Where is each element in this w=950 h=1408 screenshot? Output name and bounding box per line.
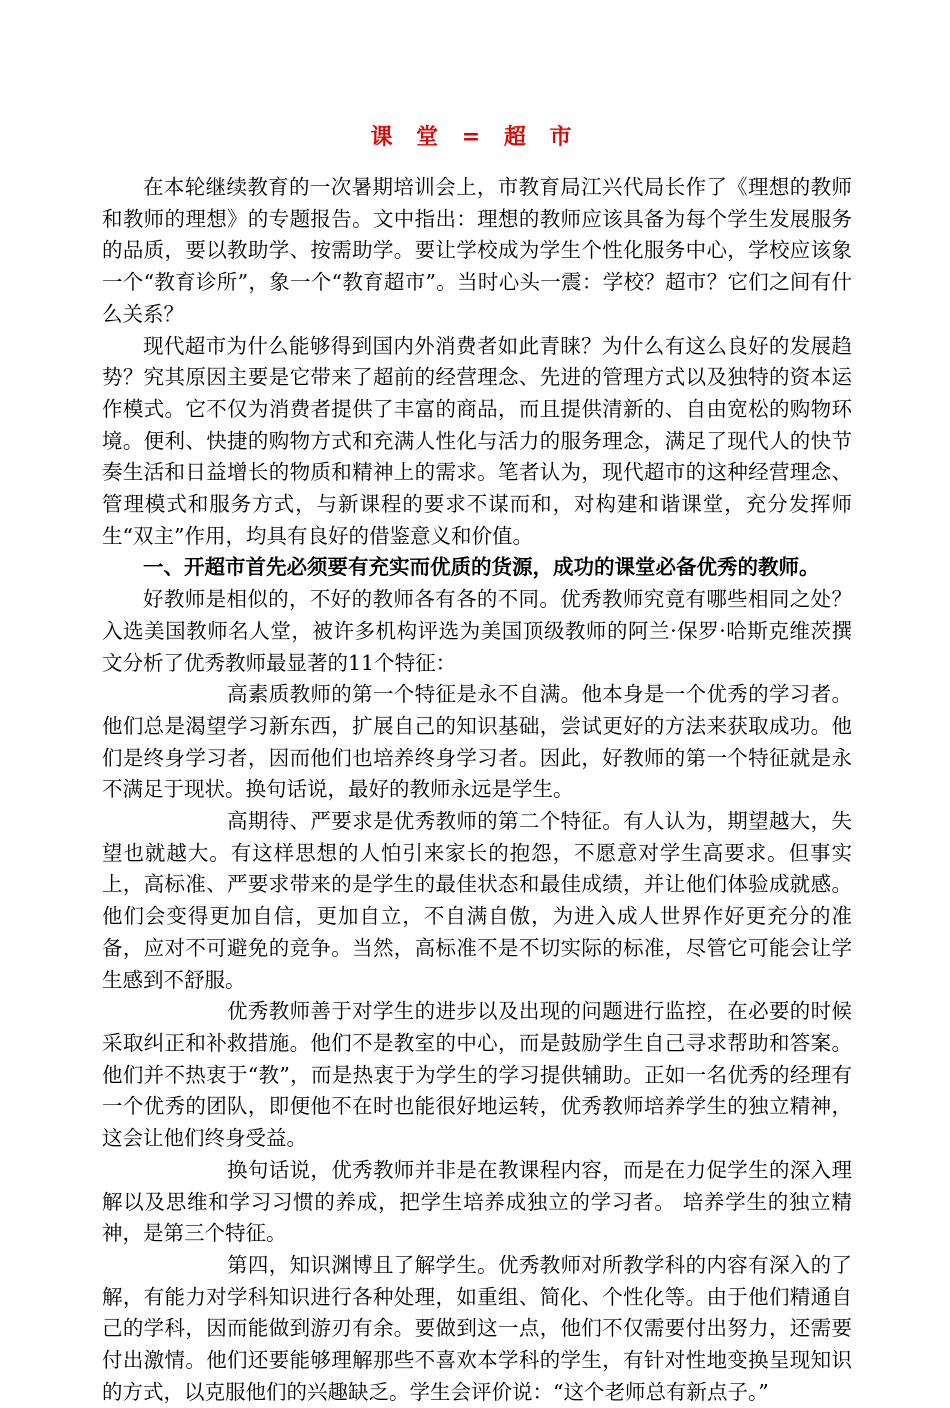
paragraph-trait-2: 高期待、严要求是优秀教师的第二个特征。有人认为，期望越大，失望也就越大。有这样思想的人怕引来家长的抱怨，不愿意对学生高要求。但事实上，高标准、严要求带来的是学生的最佳状态和最佳成绩，并让他们体验成就感。他们会变得更加自信，更加自立，不自满自傲，为进入成人世界作好更充分的准备，应对不可避免的竞争。当然，高标准不是不切实际的标准，尽管它可能会让学生感到不舒服。 bbox=[102, 809, 852, 992]
paragraph-supermarket: 现代超市为什么能够得到国内外消费者如此青睐？为什么有这么良好的发展趋势？究其原因主要是它带来了超前的经营理念、先进的管理方式以及独特的资本运作模式。它不仅为消费者提供了丰富的商品，而且提供清新的、自由宽松的购物环境。便利、快捷的购物方式和充满人性化与活力的服务理念，满足了现代人的快节奏生活和日益增长的物质和精神上的需求。笔者认为，现代超市的这种经营理念、管理模式和服务方式，与新课程的要求不谋而和，对构建和谐课堂，充分发挥师生“双主”作用，均具有良好的借鉴意义和价值。 bbox=[102, 333, 852, 548]
document-title: 课 堂 = 超 市 bbox=[370, 124, 580, 150]
paragraph-good-teachers: 好教师是相似的，不好的教师各有各的不同。优秀教师究竟有哪些相同之处？入选美国教师名人堂，被许多机构评选为美国顶级教师的阿兰·保罗·哈斯克维茨撰文分析了优秀教师最显著的11个特征： bbox=[102, 587, 852, 675]
document-body bbox=[102, 172, 852, 1408]
paragraph-monitoring: 优秀教师善于对学生的进步以及出现的问题进行监控，在必要的时候采取纠正和补救措施。他们不是教室的中心，而是鼓励学生自己寻求帮助和答案。他们并不热衷于“教”，而是热衷于为学生的学习提供辅助。正如一名优秀的经理有一个优秀的团队，即便他不在时也能很好地运转，优秀教师培养学生的独立精神，这会让他们终身受益。 bbox=[102, 999, 852, 1151]
paragraph-trait-1: 高素质教师的第一个特征是永不自满。他本身是一个优秀的学习者。他们总是渴望学习新东西，扩展自己的知识基础，尝试更好的方法来获取成功。他们是终身学习者，因而他们也培养终身学习者。因此，好教师的第一个特征就是永不满足于现状。换句话说，最好的教师永远是学生。 bbox=[102, 682, 852, 802]
section-heading-1: 一、开超市首先必须要有充实而优质的货源，成功的课堂必备优秀的教师。 bbox=[143, 555, 820, 580]
paragraph-trait-3: 换句话说，优秀教师并非是在教课程内容，而是在力促学生的深入理解以及思维和学习习惯的养成，把学生培养成独立的学习者。 培养学生的独立精神，是第三个特征。 bbox=[102, 1157, 852, 1246]
paragraph-intro: 在本轮继续教育的一次暑期培训会上，市教育局江兴代局长作了《理想的教师和教师的理想》的专题报告。文中指出：理想的教师应该具备为每个学生发展服务的品质，要以教助学、按需助学。要让学校成为学生个性化服务中心，学校应该象一个“教育诊所”，象一个“教育超市”。当时心头一震：学校？超市？它们之间有什么关系？ bbox=[102, 175, 852, 326]
paragraph-trait-4: 第四，知识渊博且了解学生。优秀教师对所教学科的内容有深入的了解，有能力对学科知识进行各种处理，如重组、简化、个性化等。由于他们精通自己的学科，因而能做到游刃有余。要做到这一点，他们不仅需要付出努力，还需要付出激情。他们还要能够理解那些不喜欢本学科的学生，有针对性地变换呈现知识的方式，以克服他们的兴趣缺乏。学生会评价说：“这个老师总有新点子。” bbox=[102, 1252, 852, 1404]
